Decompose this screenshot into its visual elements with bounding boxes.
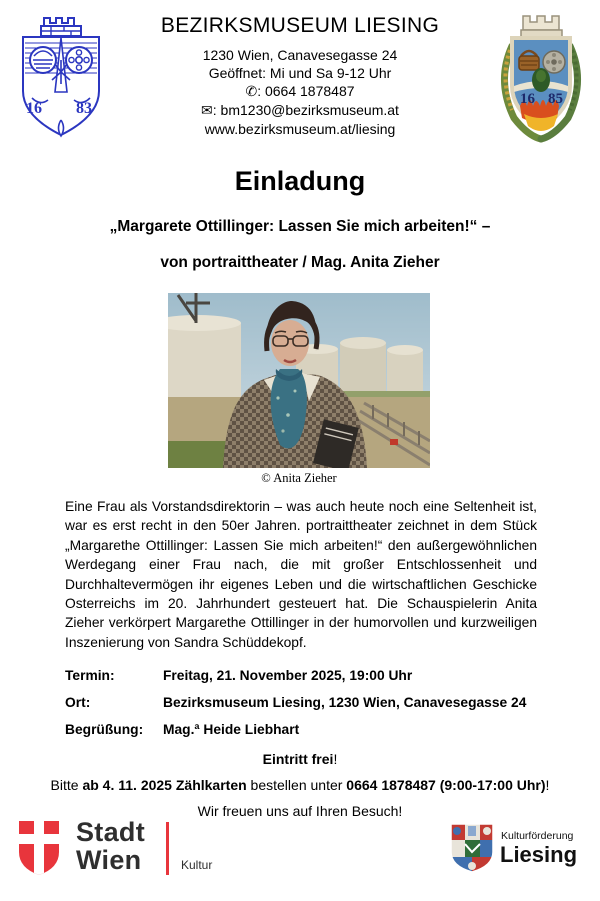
museum-header bbox=[110, 14, 490, 138]
liesing-crest-blue-icon bbox=[14, 12, 108, 144]
crest-date-right: 83 bbox=[76, 100, 92, 117]
event-title-line1: „Margarete Ottillinger: Lassen Sie mich arbeiten!“ – bbox=[109, 218, 491, 235]
museum-phone bbox=[110, 82, 490, 101]
ticket-seg: bestellen unter bbox=[246, 777, 347, 793]
detail-label: Ort: bbox=[65, 695, 91, 710]
event-photo bbox=[168, 293, 430, 468]
ticket-seg: 0664 1878487 (9:00-17:00 Uhr) bbox=[346, 777, 546, 793]
ticket-order-line bbox=[0, 777, 600, 793]
ticket-seg: ! bbox=[545, 777, 550, 793]
detail-label: Begrüßung: bbox=[65, 722, 144, 737]
stadt-wien-shield-icon bbox=[17, 819, 61, 877]
detail-label: Termin: bbox=[65, 668, 115, 683]
stadt-wien-divider bbox=[166, 822, 169, 875]
phone-number: : 0664 1878487 bbox=[257, 83, 355, 99]
crest-date-left: 16 bbox=[26, 100, 42, 117]
museum-email bbox=[110, 101, 490, 120]
detail-value: Mag.ª Heide Liebhart bbox=[163, 722, 300, 737]
museum-hours: Geöffnet: Mi und Sa 9-12 Uhr bbox=[208, 65, 392, 81]
liesing-label: Liesing bbox=[500, 842, 578, 867]
free-entry-text: Eintritt frei bbox=[262, 751, 334, 767]
museum-website: www.bezirksmuseum.at/liesing bbox=[204, 121, 396, 137]
free-entry-punct: ! bbox=[333, 751, 338, 767]
museum-address: 1230 Wien, Canavesegasse 24 bbox=[202, 47, 398, 63]
page-title: Einladung bbox=[234, 166, 366, 196]
stadt-wien-wordmark bbox=[76, 818, 145, 874]
event-title-line2: von portraittheater / Mag. Anita Zieher bbox=[160, 254, 440, 271]
email-address: : bm1230@bezirksmuseum.at bbox=[212, 102, 399, 118]
crest-date-right: 85 bbox=[548, 91, 563, 107]
ticket-seg: Bitte bbox=[50, 777, 83, 793]
kulturfoerderung-liesing-shield-icon bbox=[449, 822, 495, 874]
liesing-crest-color-icon bbox=[490, 6, 592, 148]
stadt-wien-line2: Wien bbox=[76, 845, 142, 875]
detail-value: Bezirksmuseum Liesing, 1230 Wien, Canavesegasse 24 bbox=[163, 695, 527, 710]
detail-row-termin bbox=[65, 668, 412, 683]
photo-credit: © Anita Zieher bbox=[261, 471, 337, 485]
stadt-wien-line1: Stadt bbox=[76, 817, 145, 847]
farewell-line: Wir freuen uns auf Ihren Besuch! bbox=[197, 803, 403, 819]
event-description: Eine Frau als Vorstandsdirektorin – was auch heute noch eine Seltenheit ist, war es erst recht in den 50er Jahren. portraittheater zeichnet in dem Stück „Margarethe Ottillinger: Lassen Sie mich arbeiten!“ den außergewöhnlichen Werdegang einer Frau nach, die mit großer Entschlossenheit und Durchhaltevermögen ihr eigenes Leben und die wirtschaftlichen Geschicke Osterreichs im 20. Jahrhundert gesteuert hat. Die Schauspielerin Anita Zieher verkörpert Margarethe Ottillinger in der humorvollen und kurzweiligen Inszenierung von Sandra Schüddekopf. bbox=[65, 499, 537, 650]
detail-value: Freitag, 21. November 2025, 19:00 Uhr bbox=[163, 668, 413, 683]
museum-name: BEZIRKSMUSEUM LIESING bbox=[160, 14, 440, 37]
phone-icon: ✆ bbox=[245, 84, 258, 100]
crest-date-left: 16 bbox=[520, 91, 535, 107]
stadt-wien-department: Kultur bbox=[181, 858, 213, 872]
detail-row-begruessung bbox=[65, 722, 299, 737]
kulturfoerderung-label: Kulturförderung bbox=[501, 830, 574, 842]
free-entry-line bbox=[0, 751, 600, 767]
envelope-icon: ✉ bbox=[201, 103, 213, 119]
detail-row-ort bbox=[65, 695, 526, 710]
ticket-seg: ab 4. 11. 2025 Zählkarten bbox=[82, 777, 247, 793]
